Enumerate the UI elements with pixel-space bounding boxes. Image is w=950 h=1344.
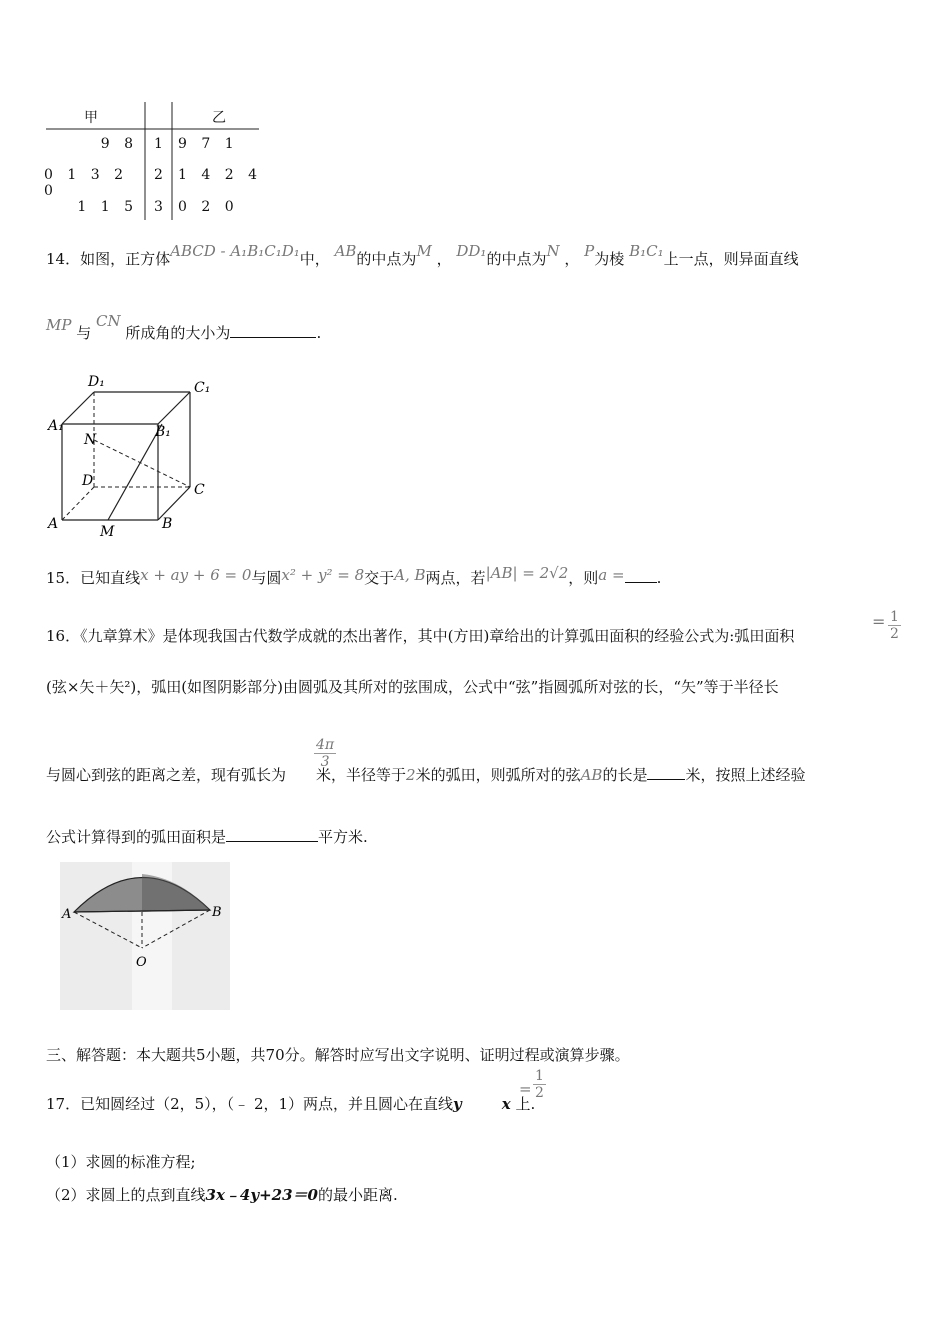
q17-eq-sign: = <box>519 1080 532 1098</box>
q14-math: B₁C₁ <box>629 242 664 260</box>
q16-arc-length-fraction <box>314 737 336 770</box>
q16-text: 《九章算术》是体现我国古代数学成就的杰出著作，其中(方田)章给出的计算弧田面积的经验公式为:弧田面积 <box>80 627 795 645</box>
header-yi: 乙 <box>212 110 226 126</box>
label-A1: A₁ <box>48 418 64 434</box>
leaf-right-row-1: 9 7 1 <box>178 136 239 152</box>
leaf-left-row-1: 9 8 <box>100 136 138 152</box>
q17-part-2 <box>46 1184 398 1205</box>
q16-text: 的长是 <box>602 766 648 784</box>
arc-label-O: O <box>136 955 147 970</box>
leaf-right-row-2: 1 4 2 4 <box>178 167 262 183</box>
q17-line-equation: 3x﹣4y+23＝0 <box>205 1186 318 1204</box>
question-16-line-4 <box>46 826 368 847</box>
q14-math: N <box>546 242 560 260</box>
question-15 <box>46 564 662 588</box>
question-16-line-1 <box>46 625 794 646</box>
q14-number: 14． <box>46 250 81 268</box>
leaf-left-row-3: 1 1 5 <box>77 199 138 215</box>
stem-leaf-plot <box>44 100 264 220</box>
q16-text: 公式计算得到的弧田面积是 <box>46 828 227 846</box>
q16-area-blank[interactable] <box>226 841 318 842</box>
q14-math: M <box>416 242 432 260</box>
q14-text: 上一点，则异面直线 <box>663 250 799 268</box>
label-B1: B₁ <box>155 424 171 440</box>
q14-text: 所成角的大小为 <box>125 324 231 342</box>
q14-math: MP <box>46 316 72 334</box>
q15-math: a = <box>598 566 625 584</box>
q14-answer-blank[interactable] <box>230 337 316 338</box>
q15-text: ，则 <box>568 569 599 587</box>
q15-text: 两点，若 <box>425 569 486 587</box>
q14-text: . <box>316 324 322 342</box>
q14-math: DD₁ <box>456 242 487 260</box>
q15-text: 与圆 <box>251 569 282 587</box>
q16-formula-fraction <box>888 609 901 642</box>
q16-text: 米，半径等于 <box>316 766 407 784</box>
fraction-numerator: 1 <box>535 1068 544 1084</box>
q14-text: 为棱 <box>594 250 625 268</box>
q17-text: 上. <box>515 1095 536 1113</box>
question-16-line-2 <box>46 676 779 697</box>
arc-field-diagram <box>60 862 230 1010</box>
fraction-numerator: 1 <box>890 609 899 625</box>
q16-number: 16． <box>46 627 81 645</box>
q17-var-y: y <box>453 1095 462 1113</box>
q17-text: 的最小距离. <box>317 1186 398 1204</box>
section-3-heading: 三、解答题：本大题共5小题，共70分。解答时应写出文字说明、证明过程或演算步骤。 <box>46 1046 630 1064</box>
fraction-denominator: 3 <box>320 754 330 770</box>
q17-slope-fraction <box>533 1068 546 1101</box>
fraction-denominator: 2 <box>535 1085 544 1101</box>
q15-text: . <box>656 569 662 587</box>
q15-text: 已知直线 <box>80 569 141 587</box>
q14-text: 中， <box>299 250 330 268</box>
question-17 <box>46 1093 535 1114</box>
leaf-right-row-3: 0 2 0 <box>178 199 239 215</box>
q15-number: 15． <box>46 569 81 587</box>
question-14-line-2 <box>46 312 322 343</box>
q16-text: (弦×矢＋矢²)，弧田(如图阴影部分)由圆弧及其所对的弦围成，公式中“弦”指圆弧所对弦的长，“矢”等于半径长 <box>46 678 779 696</box>
label-A: A <box>48 516 59 532</box>
q17-number: 17． <box>46 1095 81 1113</box>
header-jia: 甲 <box>84 110 98 126</box>
q17-var-x: x <box>501 1095 511 1113</box>
arc-label-A: A <box>62 907 72 922</box>
cube-diagram <box>44 372 219 540</box>
stem-row-1: 1 <box>154 136 163 152</box>
q16-chord: AB <box>580 766 603 784</box>
label-C: C <box>194 482 205 498</box>
q16-chord-blank[interactable] <box>647 779 685 780</box>
question-14-line-1 <box>46 242 799 269</box>
q16-formula-eq: = <box>872 612 886 631</box>
q16-text: 米的弧田，则弧所对的弦 <box>415 766 581 784</box>
q14-text: 如图，正方体 <box>80 250 171 268</box>
question-16-line-3 <box>46 764 805 785</box>
label-B: B <box>162 516 173 532</box>
q17-text: 已知圆经过（2，5），（﹣ 2，1）两点，并且圆心在直线 <box>80 1095 454 1113</box>
q15-circle-equation: x² + y² = 8 <box>281 566 365 584</box>
q15-answer-blank[interactable] <box>625 582 657 583</box>
q17-part-1: （1）求圆的标准方程; <box>46 1153 196 1171</box>
q14-math: CN <box>96 312 121 330</box>
q16-text: 米，按照上述经验 <box>685 766 806 784</box>
q14-cube-name: ABCD - A₁B₁C₁D₁ <box>170 242 300 260</box>
stem-row-3: 3 <box>154 199 163 215</box>
q14-text: ， <box>436 250 452 268</box>
q16-radius: 2 <box>406 766 416 784</box>
cube-figure <box>44 372 219 540</box>
q15-math: A, B <box>394 566 426 584</box>
label-N: N <box>84 432 97 448</box>
q14-text: 的中点为 <box>356 250 417 268</box>
q14-math: AB <box>334 242 357 260</box>
q14-text: 与 <box>76 324 92 342</box>
label-M: M <box>100 524 115 540</box>
q15-line-equation: x + ay + 6 = 0 <box>140 566 252 584</box>
fraction-numerator: 4π <box>316 737 335 753</box>
label-D: D <box>82 473 94 489</box>
q17-text: （2）求圆上的点到直线 <box>46 1186 206 1204</box>
q14-math: P <box>584 242 595 260</box>
arc-label-B: B <box>212 905 222 920</box>
arc-field-figure <box>60 862 230 1010</box>
label-D1: D₁ <box>88 374 105 390</box>
q14-text: ， <box>564 250 580 268</box>
q15-text: 交于 <box>364 569 395 587</box>
leaf-left-row-2: 0 1 3 2 0 <box>44 167 128 199</box>
q16-text: 平方米. <box>318 828 368 846</box>
stem-row-2: 2 <box>154 167 163 183</box>
fraction-denominator: 2 <box>890 626 899 642</box>
q16-text: 与圆心到弦的距离之差，现有弧长为 <box>46 766 287 784</box>
q14-text: 的中点为 <box>486 250 547 268</box>
label-C1: C₁ <box>194 380 211 396</box>
q15-chord-length: |AB| = 2√2 <box>485 564 569 582</box>
